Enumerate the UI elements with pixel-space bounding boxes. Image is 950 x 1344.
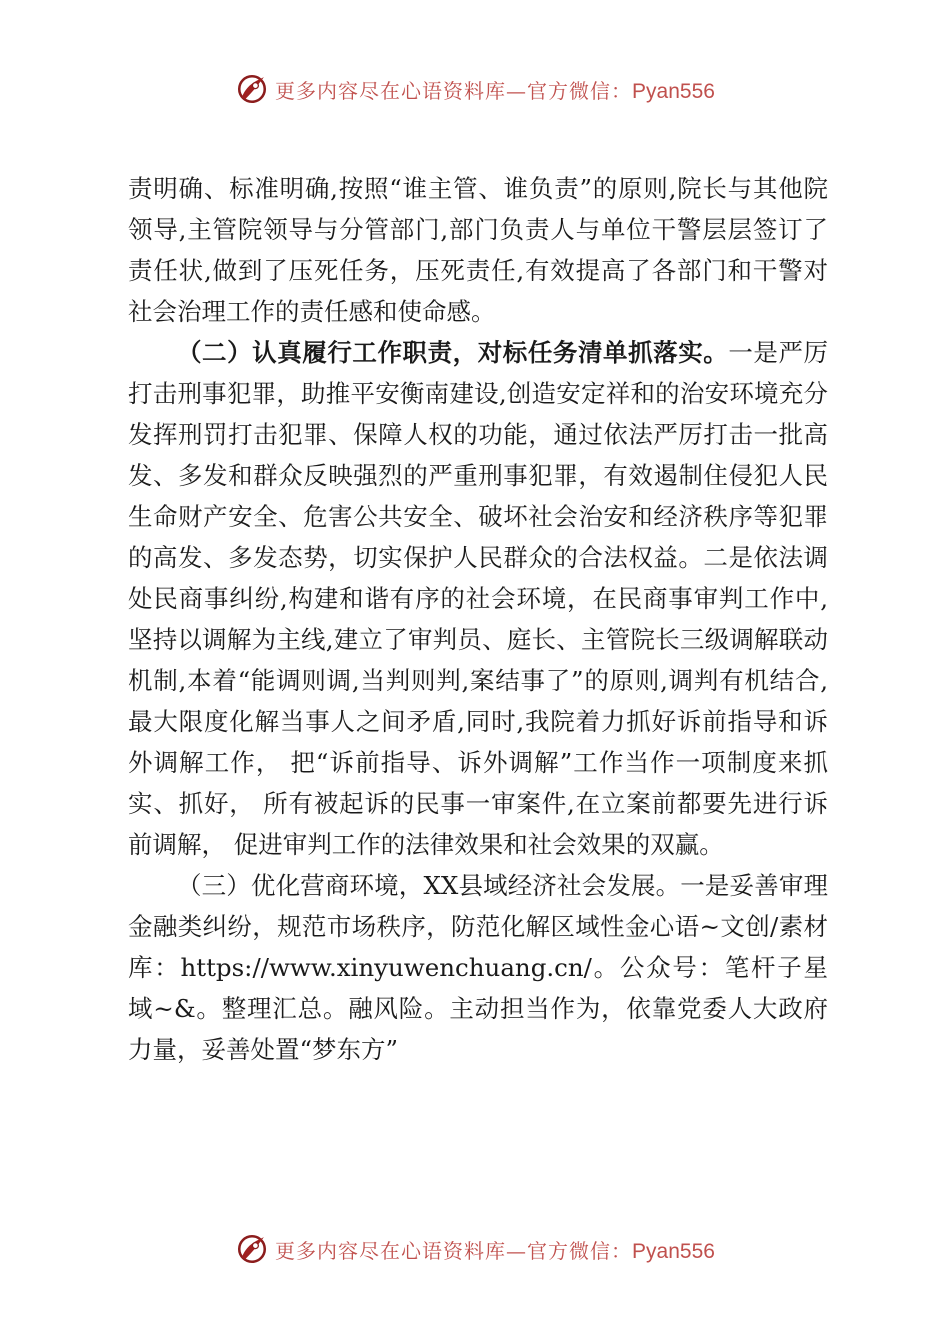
logo-icon [235,72,269,106]
logo-icon [235,1232,269,1266]
document-body [128,168,828,1070]
section-heading: （二）认真履行工作职责，对标任务清单抓落实。 [177,338,729,367]
paragraph-3: （三）优化营商环境，XX县域经济社会发展。一是妥善审理金融类纠纷，规范市场秩序，防范化解区域性金心语~文创/素材库：https://www.xinyuwenchuang.cn/。公众号：笔杆子星域~&。整理汇总。融风险。主动担当作为，依靠党委人大政府力量，妥善处置“梦东方” [128,871,828,1064]
footer-watermark [0,1232,950,1266]
paragraph-1: 责明确、标准明确,按照“谁主管、谁负责”的原则,院长与其他院领导,主管院领导与分管部门,部门负责人与单位干警层层签订了责任状,做到了压死任务，压死责任,有效提高了各部门和干警对社会治理工作的责任感和使命感。 [128,174,828,326]
watermark-text: 更多内容尽在心语资料库—官方微信：Pyan556 [275,1238,715,1263]
header-watermark [0,72,950,106]
watermark-wechat-id: Pyan556 [632,1239,715,1263]
watermark-text: 更多内容尽在心语资料库—官方微信：Pyan556 [275,78,715,103]
watermark-wechat-id: Pyan556 [632,79,715,103]
paragraph-2: （二）认真履行工作职责，对标任务清单抓落实。一是严厉打击刑事犯罪，助推平安衡南建设,创造安定祥和的治安环境充分发挥刑罚打击犯罪、保障人权的功能，通过依法严厉打击一批高发、多发和群众反映强烈的严重刑事犯罪，有效遏制住侵犯人民生命财产安全、危害公共安全、破坏社会治安和经济秩序等犯罪的高发、多发态势，切实保护人民群众的合法权益。二是依法调处民商事纠纷,构建和谐有序的社会环境，在民商事审判工作中,坚持以调解为主线,建立了审判员、庭长、主管院长三级调解联动机制,本着“能调则调,当判则判,案结事了”的原则,调判有机结合,最大限度化解当事人之间矛盾,同时,我院着力抓好诉前指导和诉外调解工作， 把“诉前指导、诉外调解”工作当作一项制度来抓实、抓好， 所有被起诉的民事一审案件,在立案前都要先进行诉前调解， 促进审判工作的法律效果和社会效果的双赢。 [128,338,829,859]
